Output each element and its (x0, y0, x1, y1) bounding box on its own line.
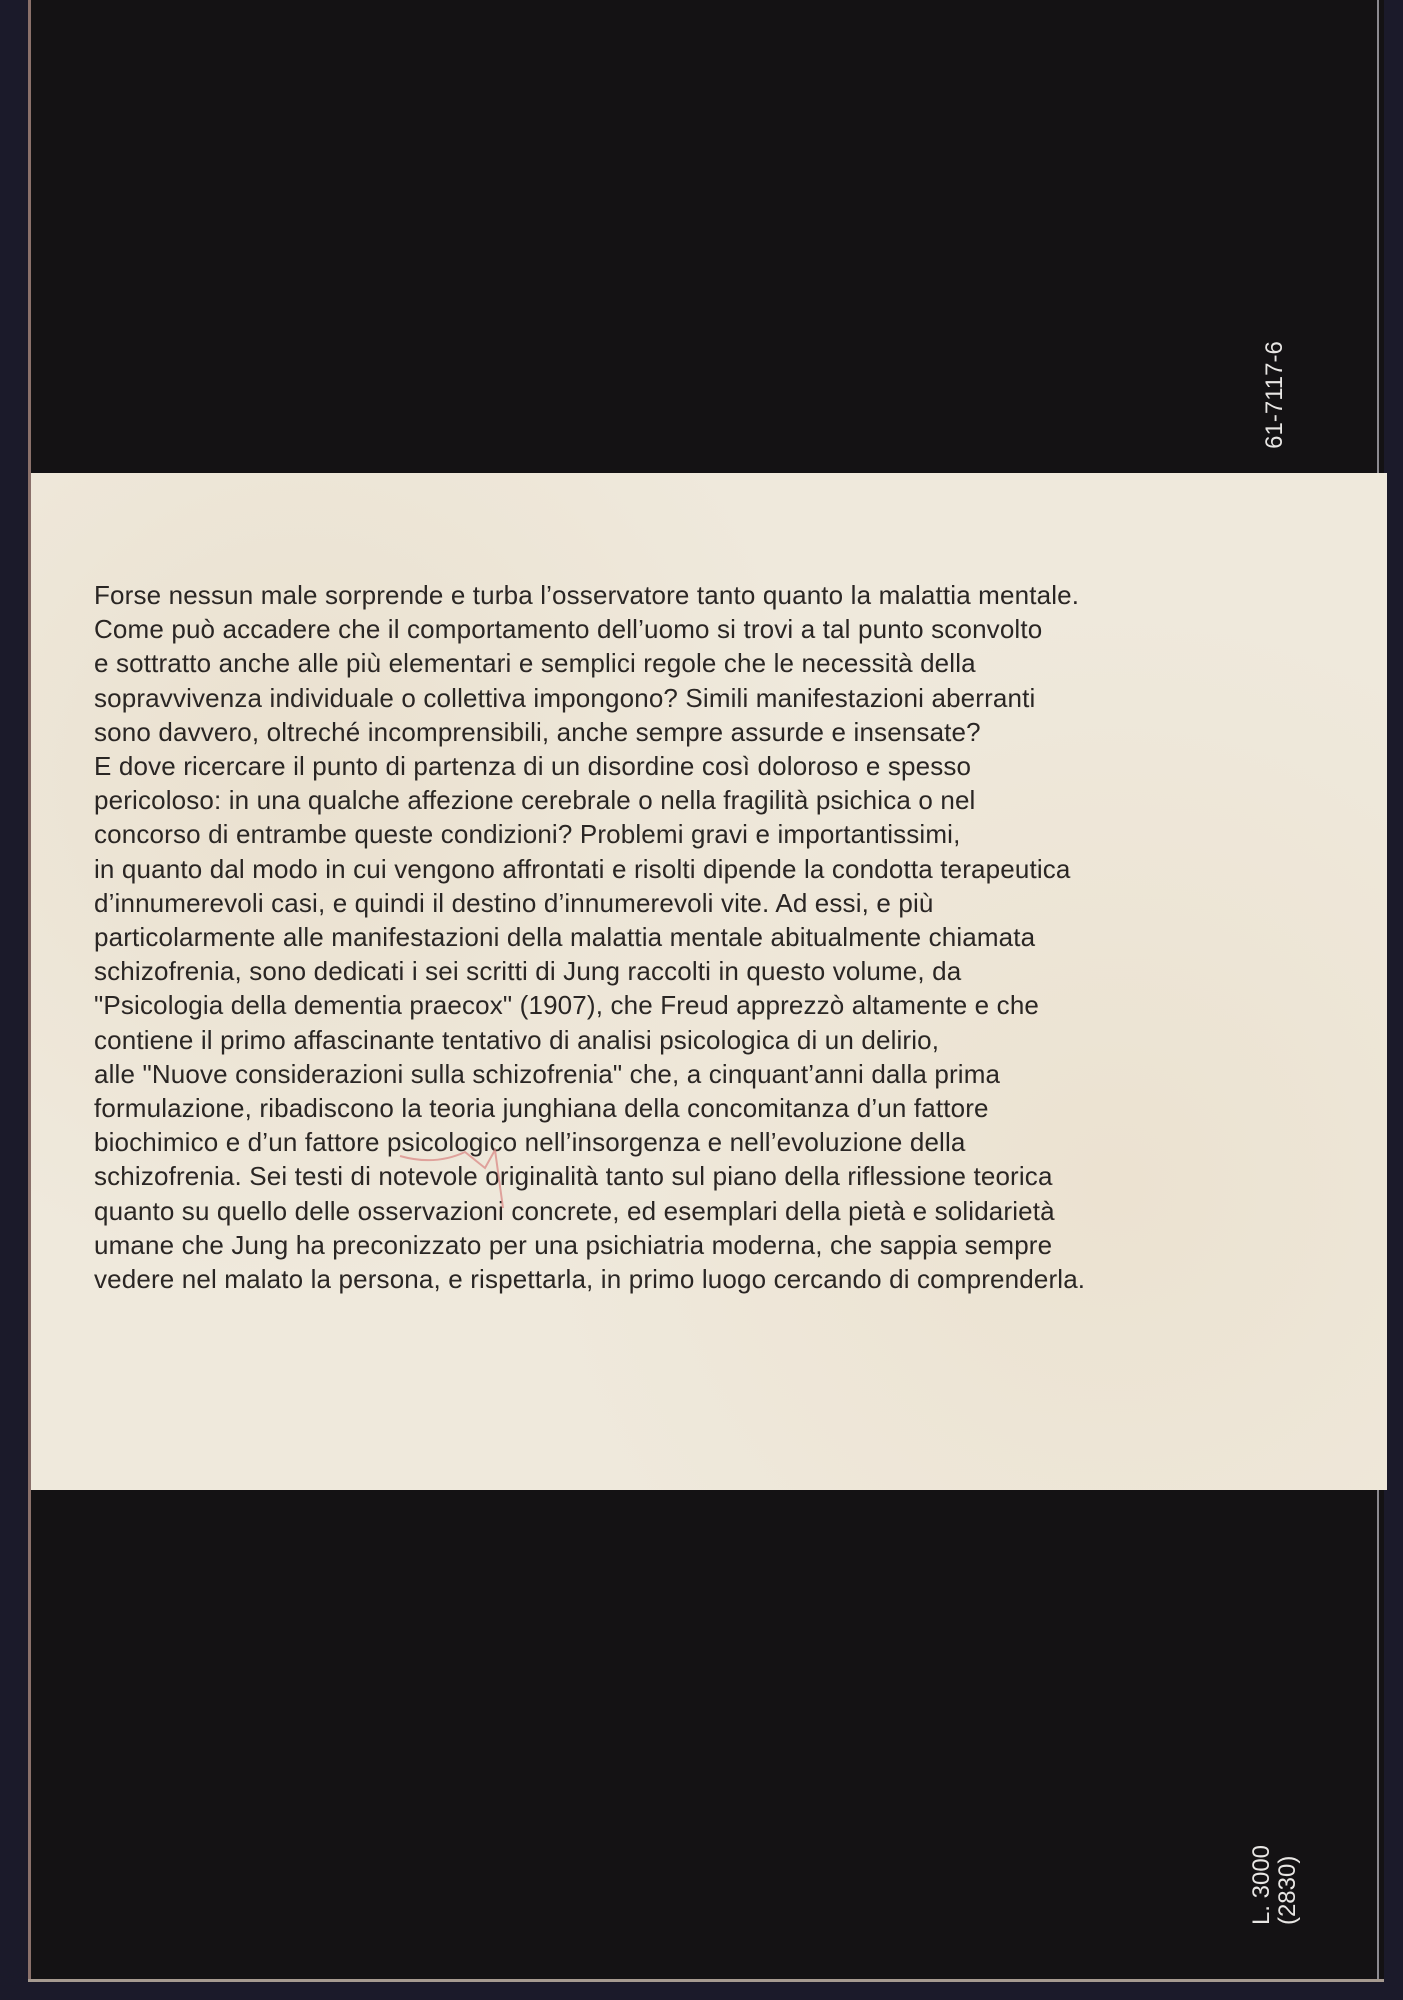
blurb-line: concorso di entrambe queste condizioni? Problemi gravi e importantissimi, (94, 819, 961, 850)
blurb-line: "Psicologia della dementia praecox" (1907), che Freud apprezzò altamente e che (94, 990, 1040, 1021)
blurb-line: Forse nessun male sorprende e turba l’osservatore tanto quanto la malattia mentale. (94, 580, 1080, 610)
blurb-line: sopravvivenza individuale o collettiva impongono? Simili manifestazioni aberranti (94, 682, 1036, 713)
blurb-text (94, 578, 1324, 1296)
price-label: L. 3000 (1248, 1844, 1275, 1926)
catalog-code-text: 61-7117-6 (1261, 341, 1288, 449)
price-block (1245, 1830, 1305, 1940)
blurb-line: sono davvero, oltreché incomprensibili, anche sempre assurde e insensate? (94, 716, 981, 747)
blurb-line: particolarmente alle manifestazioni della malattia mentale abitualmente chiamata (94, 922, 1036, 953)
blurb-line: quanto su quello delle osservazioni concrete, ed esemplari della pietà e solidarietà (94, 1195, 1055, 1226)
cover-bottom-edge (28, 1979, 1384, 1982)
blurb-line: pericoloso: in una qualche affezione cerebrale o nella fragilità psichica o nel (94, 785, 976, 816)
blurb-line: e sottratto anche alle più elementari e semplici regole che le necessità della (94, 648, 976, 679)
blurb-line: umane che Jung ha preconizzato per una psichiatria moderna, che sappia sempre (94, 1229, 1053, 1260)
blurb-line: E dove ricercare il punto di partenza di un disordine così doloroso e spesso (94, 751, 972, 782)
blurb-line: in quanto dal modo in cui vengono affrontati e risolti dipende la condotta terapeutica (94, 853, 1071, 884)
blurb-line: schizofrenia, sono dedicati i sei scritti di Jung raccolti in questo volume, da (94, 956, 962, 987)
blurb-line: biochimico e d’un fattore psicologico nell’insorgenza e nell’evoluzione della (94, 1127, 966, 1158)
blurb-line: vedere nel malato la persona, e rispettarla, in primo luogo cercando di comprenderla. (94, 1264, 1086, 1295)
blurb-line: alle "Nuove considerazioni sulla schizofrenia" che, a cinquant’anni dalla prima (94, 1058, 1001, 1089)
price-code: (2830) (1274, 1855, 1301, 1926)
pen-mark-icon (395, 1148, 575, 1218)
blurb-line: contiene il primo affascinante tentativo di analisi psicologica di un delirio, (94, 1024, 940, 1055)
blurb-line: d’innumerevoli casi, e quindi il destino d’innumerevoli vite. Ad essi, e più (94, 887, 934, 918)
blurb-line: schizofrenia. Sei testi di notevole originalità tanto sul piano della riflessione teorica (94, 1161, 1053, 1192)
blurb-line: Come può accadere che il comportamento dell’uomo si trovi a tal punto sconvolto (94, 614, 1043, 645)
catalog-code (1255, 310, 1295, 480)
blurb-line: formulazione, ribadiscono la teoria junghiana della concomitanza d’un fattore (94, 1093, 989, 1124)
